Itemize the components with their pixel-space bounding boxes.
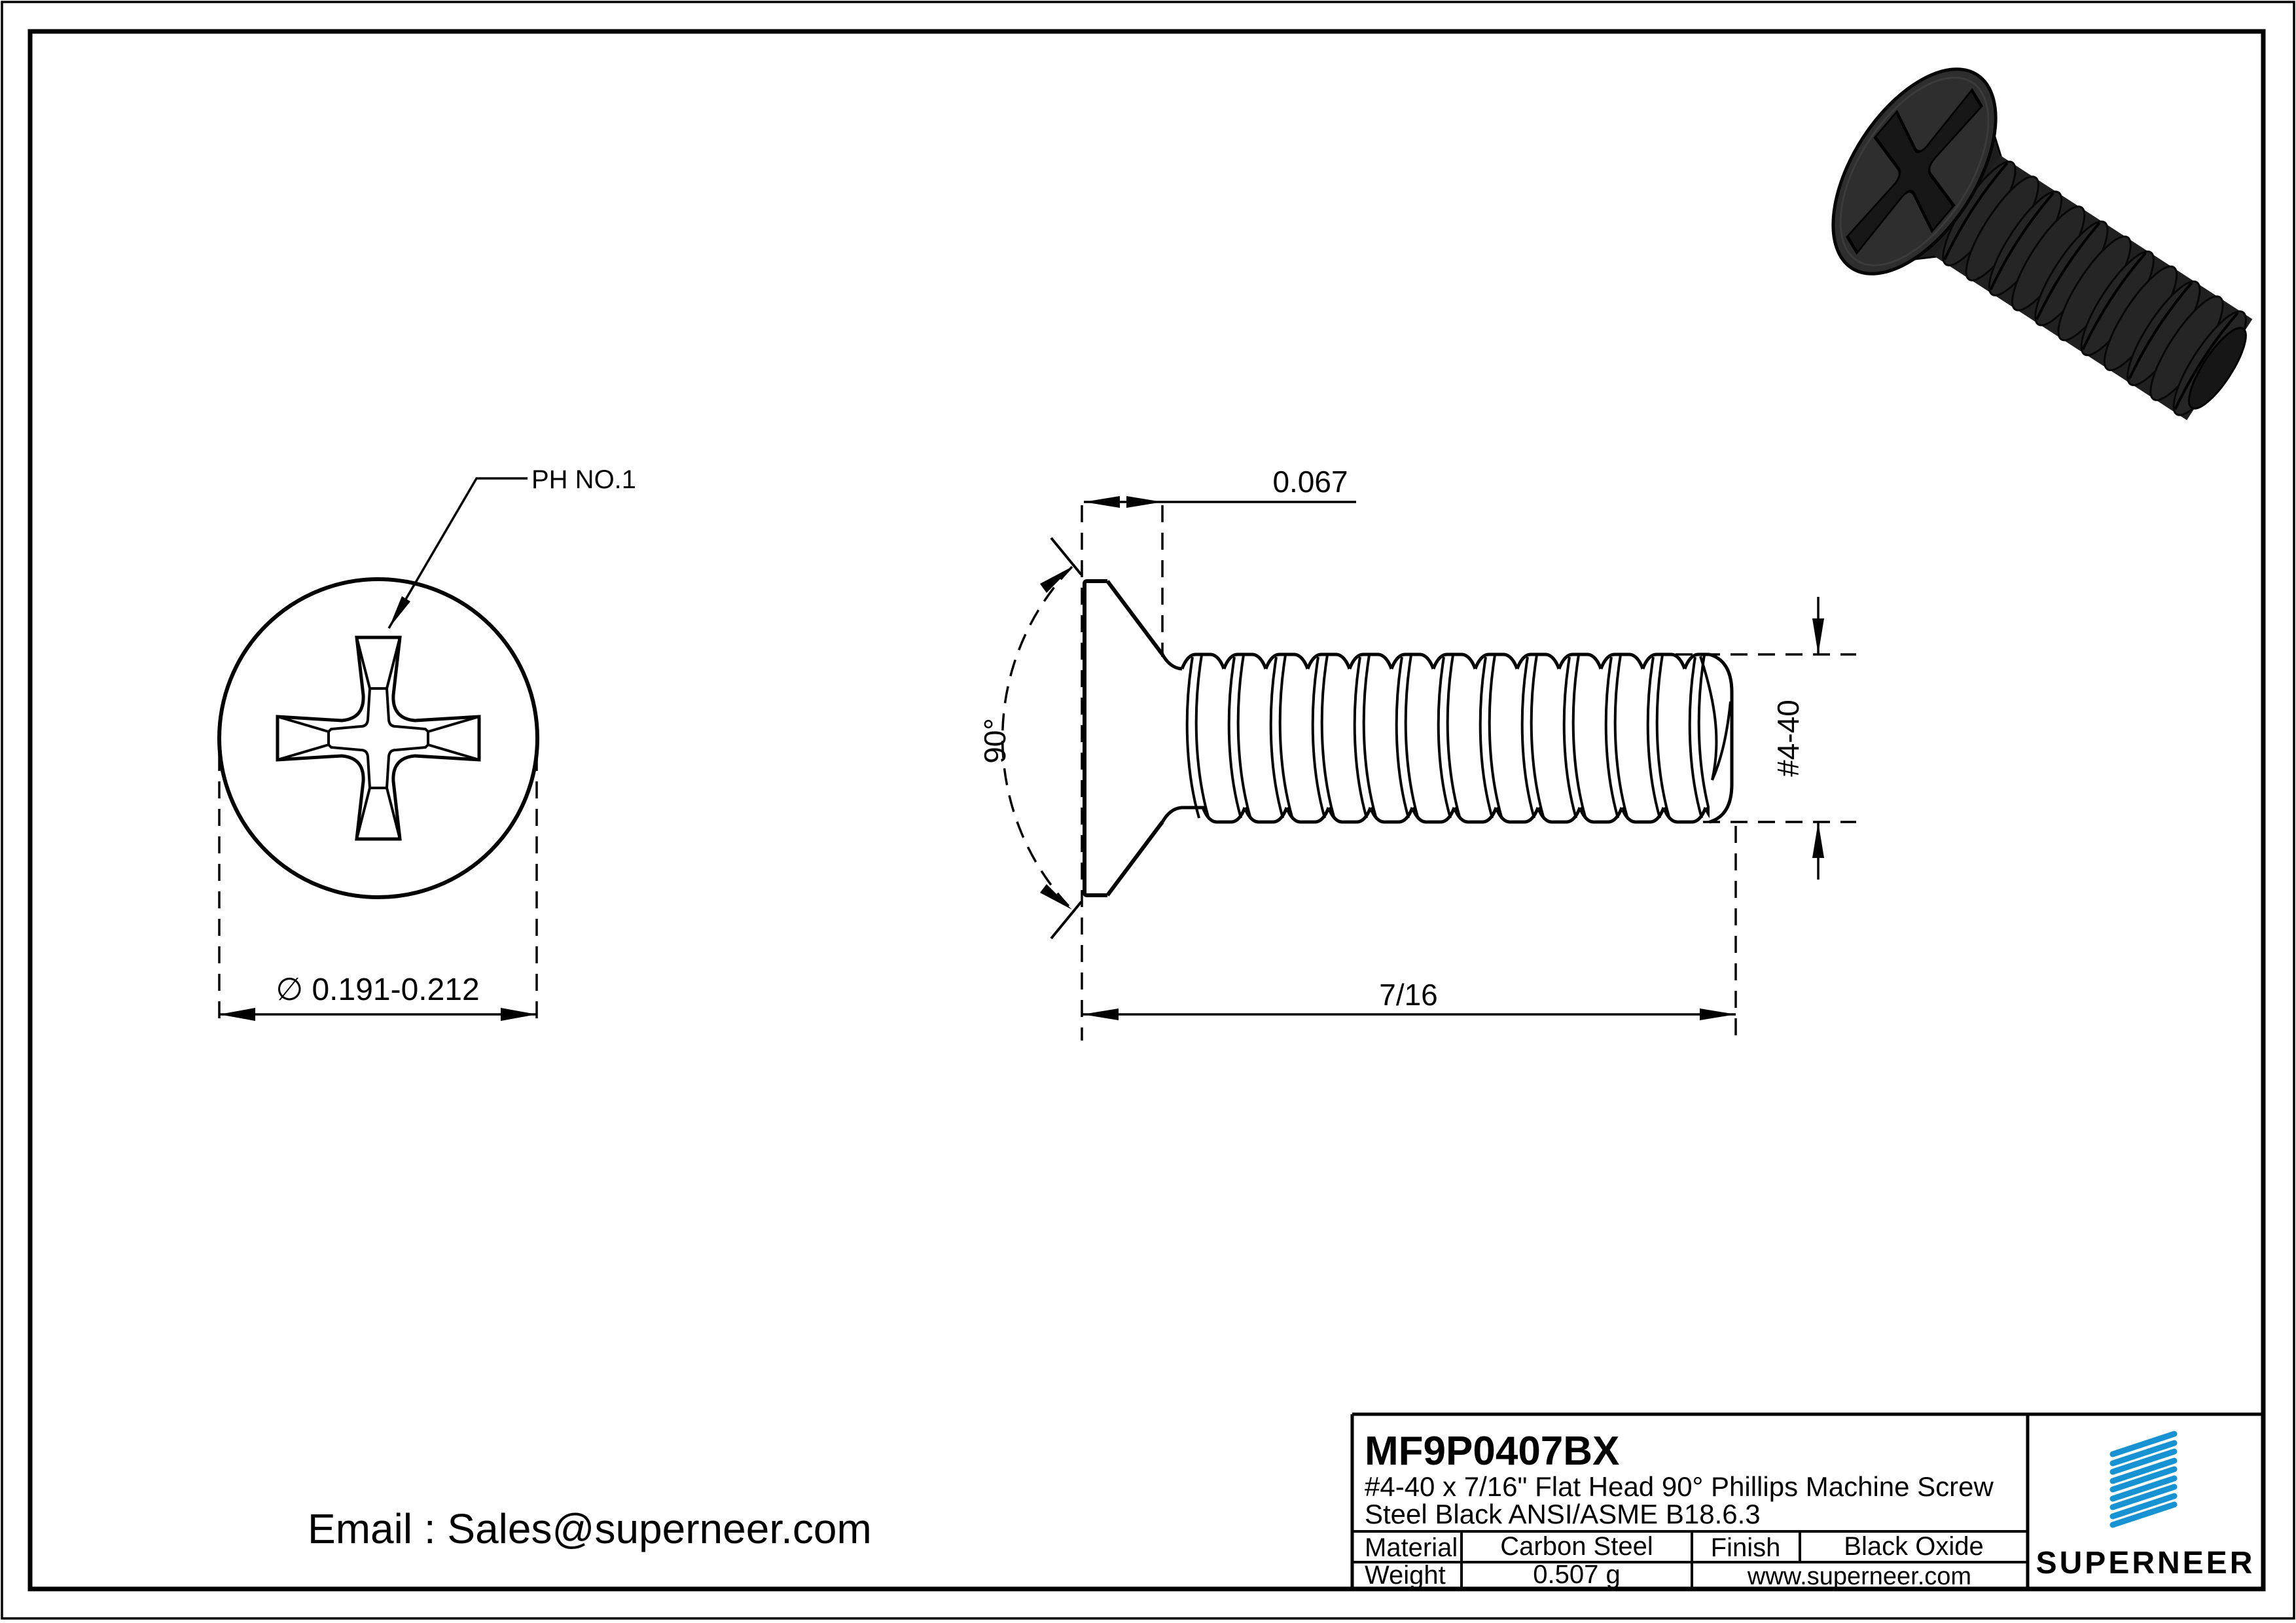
head-cone-bottom: [1107, 822, 1162, 895]
thread-section: [1182, 654, 1748, 822]
head-height-arrow-left: [1084, 496, 1120, 508]
email-text: Email : Sales@superneer.com: [308, 1505, 872, 1552]
thread-end-chamfer: [1710, 654, 1732, 822]
neck-top: [1162, 654, 1182, 669]
head-profile: [1085, 581, 1107, 895]
thread-arrow-bottom: [1812, 822, 1824, 858]
superneer-logo-stripes-icon: [2113, 1434, 2174, 1525]
ph-leader-arrowhead: [389, 596, 410, 628]
head-cone-top: [1107, 581, 1162, 654]
website-link: www.superneer.com: [1747, 1563, 1972, 1590]
dia-arrow-right: [501, 1008, 537, 1021]
finish-value: Black Oxide: [1844, 1532, 1984, 1561]
weight-value: 0.507 g: [1533, 1560, 1621, 1589]
screw-3d-render: [1798, 38, 2295, 476]
length-arrow-left: [1083, 1008, 1119, 1020]
angle-arc: [1003, 567, 1072, 910]
thread-arrow-top: [1812, 618, 1824, 654]
side-view-screw: [978, 465, 1856, 1041]
brand-name: SUPERNEER: [2036, 1546, 2255, 1580]
angle-arrow-top: [1040, 567, 1072, 593]
length-arrow-right: [1700, 1008, 1736, 1020]
head-height-text: 0.067: [1272, 465, 1348, 499]
description-line-1: #4-40 x 7/16" Flat Head 90° Phillips Machine Screw: [1365, 1471, 1994, 1502]
angle-arrow-bottom: [1040, 884, 1072, 910]
description-line-2: Steel Black ANSI/ASME B18.6.3: [1365, 1499, 1761, 1529]
angle-tick-bottom: [1051, 902, 1081, 938]
weight-label: Weight: [1365, 1561, 1446, 1590]
title-block: [1352, 1414, 2263, 1590]
head-height-arrow-right: [1126, 496, 1162, 508]
material-value: Carbon Steel: [1500, 1532, 1653, 1561]
length-text: 7/16: [1379, 978, 1438, 1012]
ph-leader-line: [389, 478, 528, 628]
phillips-taper-walls: [278, 637, 479, 839]
material-label: Material: [1365, 1533, 1458, 1562]
angle-text: 90°: [978, 718, 1012, 764]
head-outline-circle: [219, 579, 537, 897]
front-view-head: [219, 465, 636, 1024]
part-number: MF9P0407BX: [1365, 1429, 1620, 1474]
phillips-recess-outer: [278, 637, 479, 839]
ph-number-label: PH NO.1: [531, 465, 637, 494]
phillips-recess-inner: [329, 688, 428, 788]
thread-size-text: #4-40: [1771, 700, 1805, 777]
angle-tick-top: [1051, 538, 1081, 575]
dia-dimension-text: ∅ 0.191-0.212: [276, 972, 480, 1007]
dia-arrow-left: [219, 1008, 255, 1021]
finish-label: Finish: [1710, 1533, 1781, 1562]
